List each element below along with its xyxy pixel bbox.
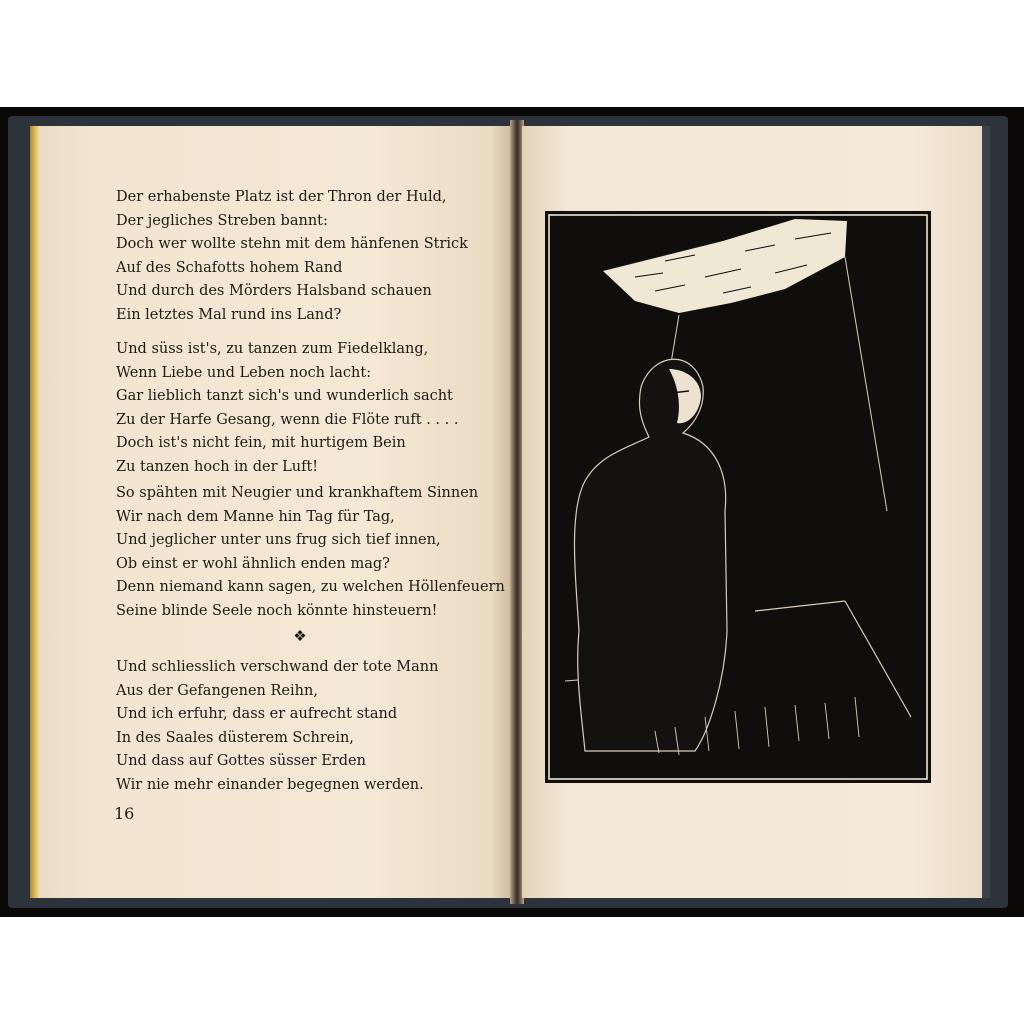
- poem-line: Denn niemand kann sagen, zu welchen Höllenfeuern: [116, 579, 505, 595]
- cover-edge-right: [982, 126, 990, 898]
- poem-stanza-3: [116, 482, 505, 623]
- poem-line: Und durch des Mörders Halsband schauen: [116, 283, 432, 299]
- poem-line: Ein letztes Mal rund ins Land?: [116, 306, 342, 323]
- poem-line: Zu der Harfe Gesang, wenn die Flöte ruft . . . .: [116, 411, 459, 428]
- poem-line: So spähten mit Neugier und krankhaftem Sinnen: [116, 485, 479, 501]
- poem-line: Wir nach dem Manne hin Tag für Tag,: [116, 508, 395, 525]
- poem-line: Aus der Gefangenen Reihn,: [116, 682, 318, 699]
- poem-line: Seine blinde Seele noch könnte hinsteuern!: [116, 602, 438, 619]
- page-number: 16: [114, 804, 135, 823]
- poem-line: Zu tanzen hoch in der Luft!: [116, 458, 319, 475]
- poem-line: Der erhabenste Platz ist der Thron der Huld,: [116, 189, 447, 205]
- poem-line: Gar lieblich tanzt sich's und wunderlich sacht: [116, 388, 453, 404]
- poem-line: In des Saales düsterem Schrein,: [116, 729, 354, 746]
- poem-line: Und süss ist's, zu tanzen zum Fiedelklang,: [116, 341, 429, 357]
- poem-line: Wir nie mehr einander begegnen werden.: [116, 776, 424, 793]
- poem-line: Auf des Schafotts hohem Rand: [116, 259, 343, 276]
- poem-line: Und jeglicher unter uns frug sich tief innen,: [116, 532, 441, 548]
- page-edges: [30, 126, 40, 898]
- poem-line: Und ich erfuhr, dass er aufrecht stand: [116, 706, 398, 722]
- poem-stanza-2: [116, 338, 458, 479]
- poem-stanza-1: [116, 186, 468, 327]
- ornament-divider-icon: ❖: [293, 627, 307, 645]
- poem-line: Der jegliches Streben bannt:: [116, 212, 328, 229]
- woodcut-prisoner-looking-up-icon: [545, 211, 931, 783]
- poem-line: Wenn Liebe und Leben noch lacht:: [116, 364, 372, 381]
- poem-line: Doch wer wollte stehn mit dem hänfenen Strick: [116, 236, 468, 252]
- poem-line: Doch ist's nicht fein, mit hurtigem Bein: [116, 435, 406, 451]
- poem-line: Und schliesslich verschwand der tote Mann: [116, 659, 439, 675]
- poem-line: Ob einst er wohl ähnlich enden mag?: [116, 555, 390, 572]
- poem-stanza-4: [116, 656, 438, 797]
- poem-line: Und dass auf Gottes süsser Erden: [116, 753, 366, 769]
